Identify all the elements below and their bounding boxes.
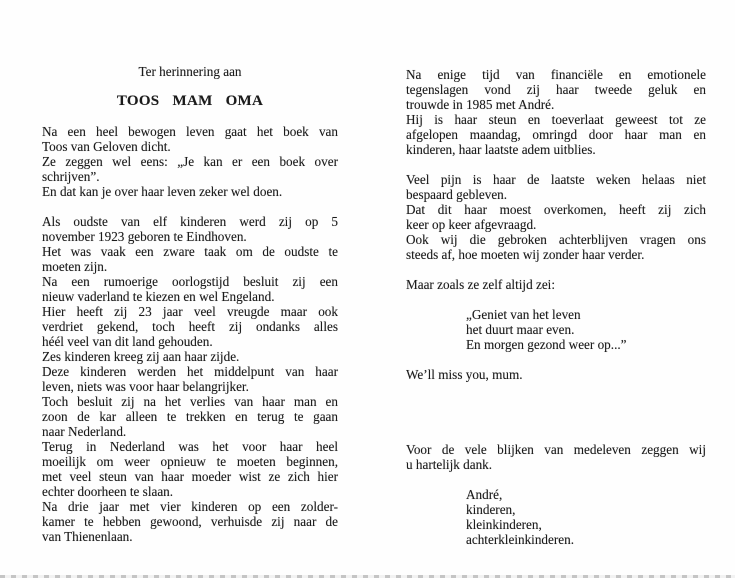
quote-block xyxy=(406,307,706,352)
paragraph xyxy=(406,277,706,292)
text-line: kleinkinderen, xyxy=(466,517,542,532)
paragraph xyxy=(42,124,338,154)
text-line: Na een rumoerige oorlogstijd besluit zij een xyxy=(42,274,338,289)
text-line: november 1923 geboren te Eindhoven. xyxy=(42,229,247,244)
signature-block xyxy=(406,487,706,547)
text-line: kinderen, haar laatste adem uitblies. xyxy=(406,142,596,157)
text-line: Ook wij die gebroken achterblijven vragen ons xyxy=(406,232,706,247)
text-line: zoon de kar alleen te trekken en terug te gaan xyxy=(42,409,338,424)
paragraph xyxy=(406,172,706,202)
text-line: bespaard gebleven. xyxy=(406,187,508,202)
text-line: TOOS MAM OMA xyxy=(116,93,264,109)
text-line: echter doorheen te slaan. xyxy=(42,484,174,499)
text-line: „Geniet van het leven xyxy=(466,307,581,322)
text-line: Ze zeggen wel eens: „Je kan er een boek over xyxy=(42,154,338,169)
text-line: nieuw vaderland te kiezen en wel Engeland. xyxy=(42,289,275,304)
paragraph xyxy=(42,154,338,184)
text-line: moeten zijn. xyxy=(42,259,108,274)
text-line: André, xyxy=(466,487,503,502)
left-text-column xyxy=(42,64,338,544)
right-text-column xyxy=(406,67,706,547)
text-line: het duurt maar even. xyxy=(466,322,575,337)
paragraph xyxy=(406,442,706,472)
text-line: Na drie jaar met vier kinderen op een zolder- xyxy=(42,499,338,514)
text-line: afgelopen maandag, omringd door haar man en xyxy=(406,127,706,142)
text-line: steeds af, hoe moeten wij zonder haar verder. xyxy=(406,247,645,262)
paragraph xyxy=(406,112,706,157)
paragraph xyxy=(42,439,338,499)
text-line: Maar zoals ze zelf altijd zei: xyxy=(406,277,556,292)
text-line: u hartelijk dank. xyxy=(406,457,493,472)
text-line: Deze kinderen werden het middelpunt van haar xyxy=(42,364,338,379)
paragraph xyxy=(42,349,338,364)
text-line: met veel steun van haar moeder wist ze zich hier xyxy=(42,469,338,484)
text-line: Terug in Nederland was het voor haar heel xyxy=(42,439,338,454)
paragraph xyxy=(42,499,338,544)
text-line: schrijven”. xyxy=(42,169,100,184)
text-line: Ter herinnering aan xyxy=(138,64,242,79)
text-line: naar Nederland. xyxy=(42,424,127,439)
text-line: Zes kinderen kreeg zij aan haar zijde. xyxy=(42,349,240,364)
text-line: héél veel van dit land gehouden. xyxy=(42,334,213,349)
in-memoriam-header xyxy=(42,64,338,79)
text-line: Hier heeft zij 23 jaar veel vreugde maar ook xyxy=(42,304,338,319)
text-line: Voor de vele blijken van medeleven zeggen wij xyxy=(406,442,706,457)
text-line: En morgen gezond weer op...” xyxy=(466,337,627,352)
text-line: Dat dit haar moest overkomen, heeft zij zich xyxy=(406,202,706,217)
text-line: kinderen, xyxy=(466,502,516,517)
text-line: achterkleinkinderen. xyxy=(466,532,575,547)
paragraph xyxy=(406,202,706,232)
paragraph xyxy=(42,244,338,274)
paragraph xyxy=(42,214,338,244)
text-line: leven, niets was voor haar belangrijker. xyxy=(42,379,249,394)
text-line: Na enige tijd van financiële en emotionele xyxy=(406,67,706,82)
text-line: Toos van Geloven dicht. xyxy=(42,139,171,154)
paragraph xyxy=(42,274,338,304)
text-line: En dat kan je over haar leven zeker wel doen. xyxy=(42,184,283,199)
text-line: keer op keer afgevraagd. xyxy=(406,217,537,232)
paragraph xyxy=(42,394,338,439)
text-line: We’ll miss you, mum. xyxy=(406,367,523,382)
text-line: verdriet gekend, toch heeft zij ondanks alles xyxy=(42,319,338,334)
text-line: Hij is haar steun en toeverlaat geweest tot ze xyxy=(406,112,706,127)
text-line: tegenslagen vond zij haar tweede geluk en xyxy=(406,82,706,97)
text-line: kamer te hebben gewoond, verhuisde zij naar de xyxy=(42,514,338,529)
paragraph xyxy=(406,67,706,112)
text-line: Toch besluit zij na het verlies van haar man en xyxy=(42,394,338,409)
paragraph xyxy=(406,232,706,262)
memorial-title xyxy=(42,94,338,109)
text-line: Als oudste van elf kinderen werd zij op 5 xyxy=(42,214,338,229)
text-line: van Thienenlaan. xyxy=(42,529,133,544)
paragraph xyxy=(42,364,338,394)
text-line: moeilijk om weer opnieuw te moeten beginnen, xyxy=(42,454,338,469)
paragraph xyxy=(406,367,706,382)
text-line: Veel pijn is haar de laatste weken helaas niet xyxy=(406,172,706,187)
paragraph xyxy=(42,184,338,199)
text-line: Het was vaak een zware taak om de oudste te xyxy=(42,244,338,259)
paragraph xyxy=(42,304,338,349)
text-line: trouwde in 1985 met André. xyxy=(406,97,555,112)
text-line: Na een heel bewogen leven gaat het boek van xyxy=(42,124,338,139)
